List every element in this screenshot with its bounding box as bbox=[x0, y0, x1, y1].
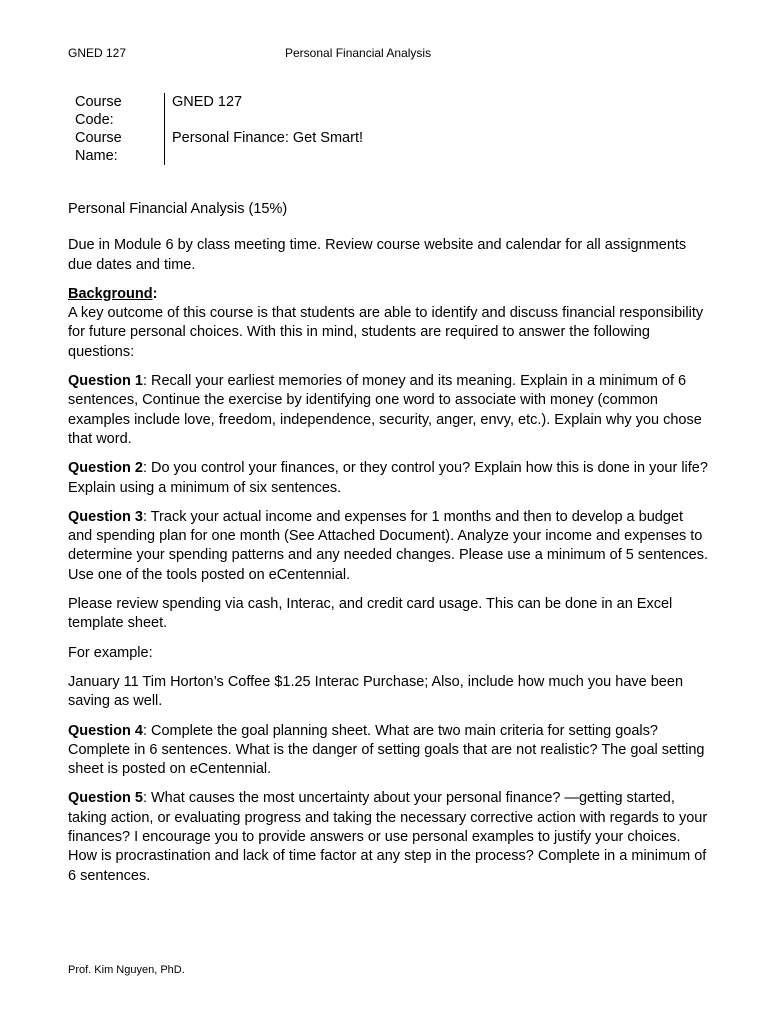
question-2-label: Question 2 bbox=[68, 460, 143, 477]
course-code-label-line1: Course bbox=[75, 94, 122, 110]
header-course-code: GNED 127 bbox=[68, 46, 127, 60]
question-3 bbox=[68, 508, 708, 585]
example-label: For example: bbox=[68, 644, 153, 661]
background-heading: Background bbox=[68, 285, 153, 302]
question-5-label: Question 5 bbox=[68, 790, 143, 807]
question-3-label: Question 3 bbox=[68, 508, 143, 525]
page-footer bbox=[68, 963, 185, 977]
question-5 bbox=[68, 789, 708, 885]
question-1 bbox=[68, 372, 708, 449]
course-name-label-line1: Course bbox=[75, 130, 122, 146]
course-code-label bbox=[68, 93, 165, 129]
due-paragraph: Due in Module 6 by class meeting time. Review course website and calendar for all assignments due dates and time. bbox=[68, 237, 687, 273]
course-name-row bbox=[68, 129, 363, 165]
question-2 bbox=[68, 459, 708, 498]
background-text: A key outcome of this course is that students are able to identify and discuss financial responsibility for future personal choices. With this in mind, students are required to answer the following questions: bbox=[68, 305, 704, 360]
question-4 bbox=[68, 722, 708, 780]
question-3-text: : Track your actual income and expenses for 1 months and then to develop a budget and spending plan for one month (See Attached Document). Analyze your income and expenses to determine your spending patterns and any needed changes. Please use a minimum of 5 sentences. Use one of the tools posted on eCentennial. bbox=[68, 508, 709, 583]
header-doc-title: Personal Financial Analysis bbox=[285, 46, 432, 60]
question-1-text: : Recall your earliest memories of money and its meaning. Explain in a minimum of 6 sentences, Continue the exercise by identifying one word to associate with money (common examples include love, freedom, independence, security, anger, envy, etc.). Explain why you chose that word. bbox=[68, 373, 702, 447]
example-paragraph: January 11 Tim Horton’s Coffee $1.25 Interac Purchase; Also, include how much you have been saving as well. bbox=[68, 673, 684, 710]
course-name-label bbox=[68, 129, 165, 165]
document-body bbox=[68, 200, 708, 896]
background-colon: : bbox=[152, 285, 158, 302]
question-4-label: Question 4 bbox=[68, 722, 143, 739]
course-name-label-line2: Name: bbox=[75, 148, 118, 164]
question-1-label: Question 1 bbox=[68, 373, 143, 390]
background-section bbox=[68, 285, 708, 362]
course-name-value: Personal Finance: Get Smart! bbox=[172, 130, 363, 146]
course-code-label-line2: Code: bbox=[75, 112, 114, 128]
course-code-row bbox=[68, 93, 363, 129]
assignment-title: Personal Financial Analysis (15%) bbox=[68, 201, 288, 217]
footer-author: Prof. Kim Nguyen, PhD. bbox=[68, 964, 185, 976]
question-2-text: : Do you control your finances, or they control you? Explain how this is done in your life? Explain using a minimum of six sentences. bbox=[68, 460, 708, 496]
question-4-text: : Complete the goal planning sheet. What are two main criteria for setting goals? Complete in 6 sentences. What is the danger of setting goals that are not realistic? The goal setting sheet is posted on eCentennial. bbox=[68, 722, 705, 778]
course-code-value: GNED 127 bbox=[172, 94, 243, 110]
question-5-text: : What causes the most uncertainty about your personal finance? —getting started, taking action, or evaluating progress and taking the necessary corrective action with regards to your finances? I encourage you to provide answers or use personal examples to justify your choices. How is procrastination and lack of time factor at any step in the process? Complete in a minimum of 6 sentences. bbox=[68, 790, 708, 884]
course-info-table bbox=[68, 93, 363, 165]
review-paragraph: Please review spending via cash, Interac, and credit card usage. This can be done in an Excel template sheet. bbox=[68, 596, 673, 632]
